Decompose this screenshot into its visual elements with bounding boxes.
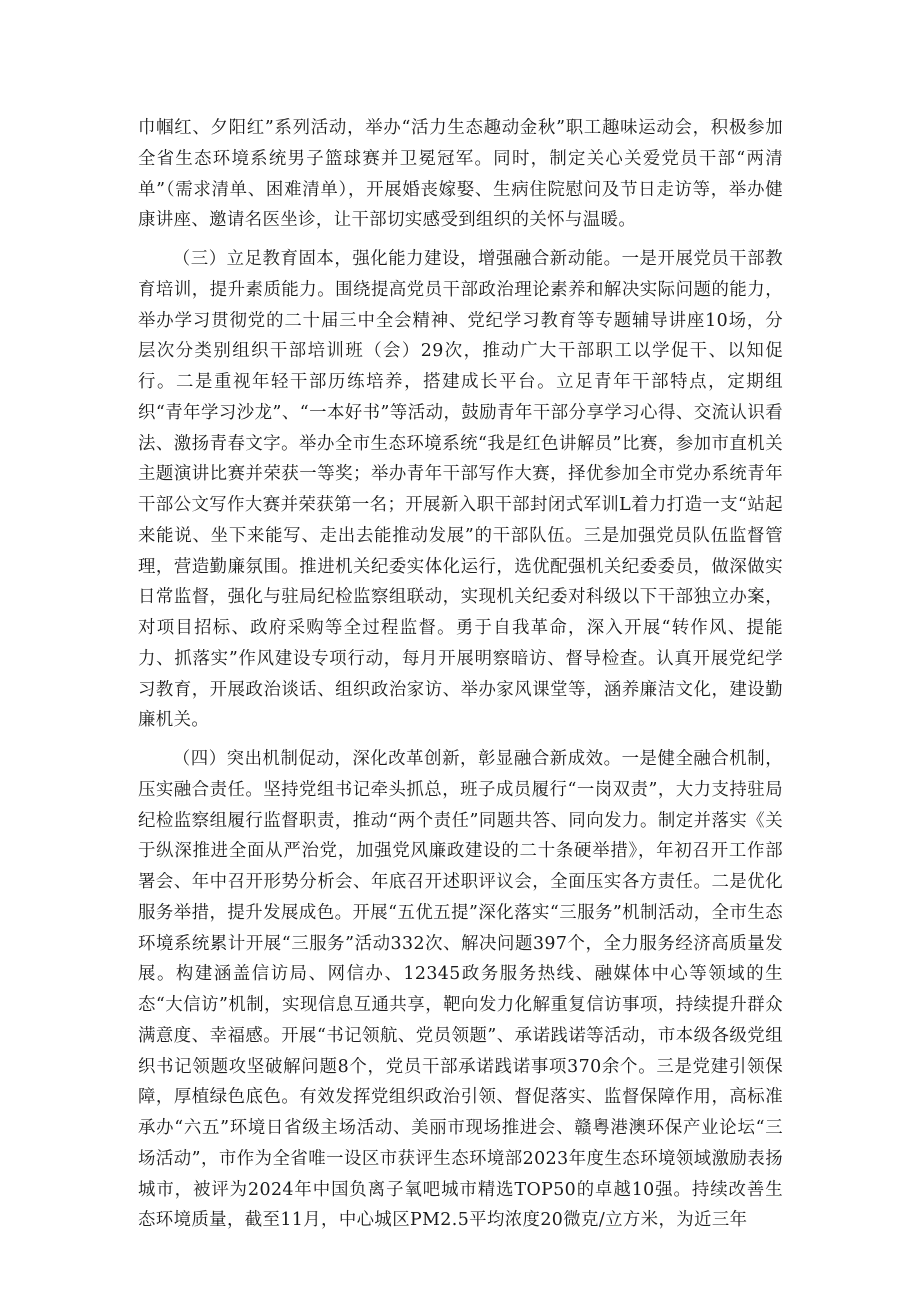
paragraph-section-four: （四）突出机制促动，深化改革创新，彰显融合新成效。一是健全融合机制，压实融合责任。坚持党组书记牵头抓总，班子成员履行“一岗双责”，大力支持驻局纪检监察组履行监督职责，推动“两个责任”同题共答、同向发力。制定并落实《关于纵深推进全面从严治党，加强党风廉政建设的二十条硬举措》，年初召开工作部署会、年中召开形势分析会、年底召开述职评议会，全面压实各方责任。二是优化服务举措，提升发展成色。开展“五优五提”深化落实“三服务”机制活动，全市生态环境系统累计开展“三服务”活动332次、解决问题397个，全力服务经济高质量发展。构建涵盖信访局、网信办、12345政务服务热线、融媒体中心等领域的生态“大信访”机制，实现信息互通共享，靶向发力化解重复信访事项，持续提升群众满意度、幸福感。开展“书记领航、党员领题”、承诺践诺等活动，市本级各级党组织书记领题攻坚破解问题8个，党员干部承诺践诺事项370余个。三是党建引领保障，厚植绿色底色。有效发挥党组织政治引领、督促落实、监督保障作用，高标准承办“六五”环境日省级主场活动、美丽市现场推进会、赣粤港澳环保产业论坛“三场活动”，市作为全省唯一设区市获评生态环境部2023年度生态环境领域激励表扬城市，被评为2024年中国负离子氧吧城市精选TOP50的卓越10强。持续改善生态环境质量，截至11月，中心城区PM2.5平均浓度20微克/立方米，为近三年 (138, 749, 783, 1231)
paragraph-section-three: （三）立足教育固本，强化能力建设，增强融合新动能。一是开展党员干部教育培训，提升素质能力。围绕提高党员干部政治理论素养和解决实际问题的能力，举办学习贯彻党的二十届三中全会精神、党纪学习教育等专题辅导讲座10场，分层次分类别组织干部培训班（会）29次，推动广大干部职工以学促干、以知促行。二是重视年轻干部历练培养，搭建成长平台。立足青年干部特点，定期组织“青年学习沙龙”、“一本好书”等活动，鼓励青年干部分享学习心得、交流认识看法、激扬青春文字。举办全市生态环境系统“我是红色讲解员”比赛，参加市直机关主题演讲比赛并荣获一等奖；举办青年干部写作大赛，择优参加全市党办系统青年干部公文写作大赛并荣获第一名；开展新入职干部封闭式军训L着力打造一支“站起来能说、坐下来能写、走出去能推动发展”的干部队伍。三是加强党员队伍监督管理，营造勤廉氛围。推进机关纪委实体化运行，选优配强机关纪委委员，做深做实日常监督，强化与驻局纪检监察组联动，实现机关纪委对科级以下干部独立办案，对项目招标、政府采购等全过程监督。勇于自我革命，深入开展“转作风、提能力、抓落实”作风建设专项行动，每月开展明察暗访、督导检查。认真开展党纪学习教育，开展政治谈话、组织政治家访、举办家风课堂等，涵养廉洁文化，建设勤廉机关。 (138, 249, 783, 731)
paragraph-continuation: 巾帼红、夕阳红”系列活动，举办“活力生态趣动金秋”职工趣味运动会，积极参加全省生态环境系统男子篮球赛并卫冕冠军。同时，制定关心关爱党员干部“两清单”（需求清单、困难清单），开展婚丧嫁娶、生病住院慰问及节日走访等，举办健康讲座、邀请名医坐诊，让干部切实感受到组织的关怀与温暖。 (138, 118, 783, 231)
document-body (138, 113, 783, 1244)
